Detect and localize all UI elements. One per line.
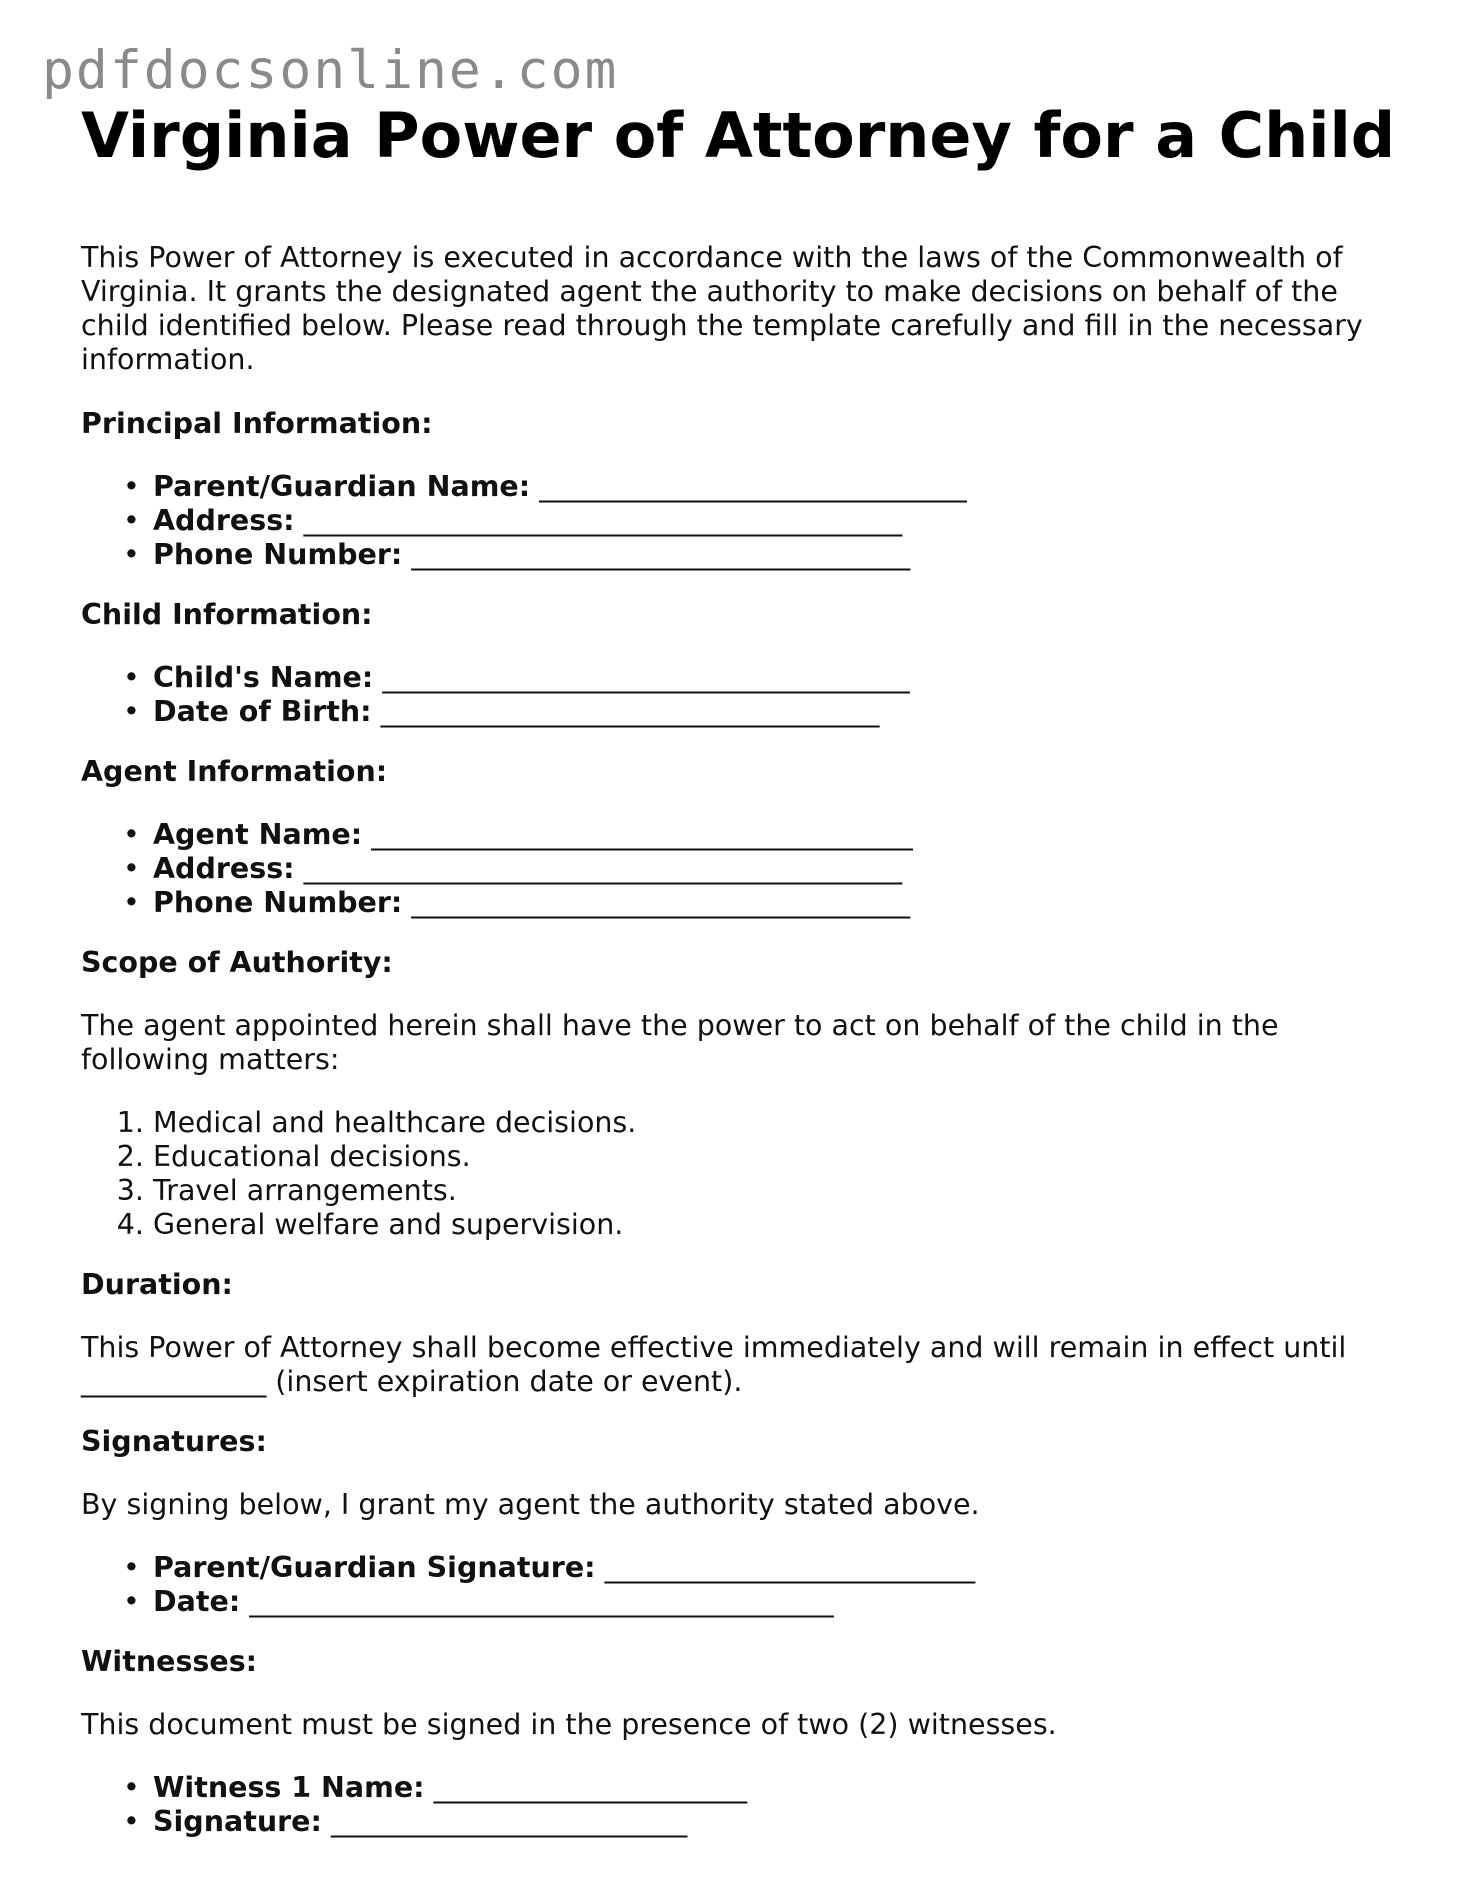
fill-in-blank[interactable]: _________________________ [330,1805,688,1839]
child-fields [81,661,1401,729]
field-witness-1-name [153,1771,1401,1805]
fill-in-blank[interactable]: _____________________________________ [382,661,910,695]
scope-item: 3. Travel arrangements. [153,1174,1401,1208]
witnesses-heading: Witnesses: [81,1645,258,1679]
field-agent-address [153,852,1401,886]
field-child-name [153,661,1401,695]
field-label: Parent/Guardian Name: [153,470,531,504]
signatures-paragraph: By signing below, I grant my agent the authority stated above. [81,1488,980,1522]
scope-item: 2. Educational decisions. [153,1140,1401,1174]
fill-in-blank[interactable]: ___________________________________ [411,538,911,572]
fill-in-blank[interactable]: __________________________ [604,1551,976,1585]
duration-text-after: (insert expiration date or event). [266,1365,743,1399]
witnesses-paragraph: This document must be signed in the presence of two (2) witnesses. [81,1708,1057,1742]
signature-fields [81,1551,1401,1619]
duration-text: This Power of Attorney shall become effective immediately and will remain in effect until [81,1331,1347,1365]
scope-paragraph: The agent appointed herein shall have the power to act on behalf of the child in the following matters: [81,1009,1279,1077]
scope-item: 4. General welfare and supervision. [153,1208,1401,1242]
signatures-heading: Signatures: [81,1425,267,1459]
field-label: Address: [153,504,295,538]
field-label: Agent Name: [153,818,363,852]
expiration-blank[interactable]: _____________ [81,1365,267,1399]
field-agent-phone [153,886,1401,920]
agent-heading: Agent Information: [81,755,388,789]
duration-paragraph [81,1331,1401,1399]
intro-paragraph: This Power of Attorney is executed in accordance with the laws of the Commonwealth of Virginia. It grants the designated agent the authority to make decisions on behalf of the child identified below. Please read through the template carefully and fill in the necessary information. [81,241,1363,377]
field-parent-address [153,504,1401,538]
watermark-text: pdfdocsonline.com [42,40,619,101]
field-witness-1-signature [153,1805,1401,1839]
fill-in-blank[interactable]: ___________________________________ [411,886,911,920]
field-label: Child's Name: [153,661,374,695]
agent-fields [81,818,1401,920]
scope-list [81,1106,1401,1242]
fill-in-blank[interactable]: __________________________________________ [303,852,903,886]
witness-fields [81,1771,1401,1839]
field-child-dob [153,695,1401,729]
fill-in-blank[interactable]: ______________________ [433,1771,748,1805]
fill-in-blank[interactable]: ______________________________ [539,470,967,504]
field-label: Phone Number: [153,538,403,572]
field-agent-name [153,818,1401,852]
field-label: Signature: [153,1805,322,1839]
fill-in-blank[interactable]: _________________________________________ [249,1585,834,1619]
document-title: Virginia Power of Attorney for a Child [81,99,1396,172]
field-parent-signature [153,1551,1401,1585]
field-label: Date: [153,1585,241,1619]
field-label: Parent/Guardian Signature: [153,1551,596,1585]
fill-in-blank[interactable]: __________________________________________ [303,504,903,538]
field-label: Phone Number: [153,886,403,920]
fill-in-blank[interactable]: ______________________________________ [371,818,913,852]
scope-item: 1. Medical and healthcare decisions. [153,1106,1401,1140]
scope-heading: Scope of Authority: [81,946,393,980]
field-label: Address: [153,852,295,886]
fill-in-blank[interactable]: ___________________________________ [380,695,880,729]
principal-fields [81,470,1401,572]
field-label: Witness 1 Name: [153,1771,425,1805]
field-parent-guardian-name [153,470,1401,504]
field-label: Date of Birth: [153,695,372,729]
field-parent-phone [153,538,1401,572]
child-heading: Child Information: [81,598,373,632]
principal-heading: Principal Information: [81,407,433,441]
duration-heading: Duration: [81,1268,233,1302]
document-page [81,100,1401,1839]
field-signature-date [153,1585,1401,1619]
